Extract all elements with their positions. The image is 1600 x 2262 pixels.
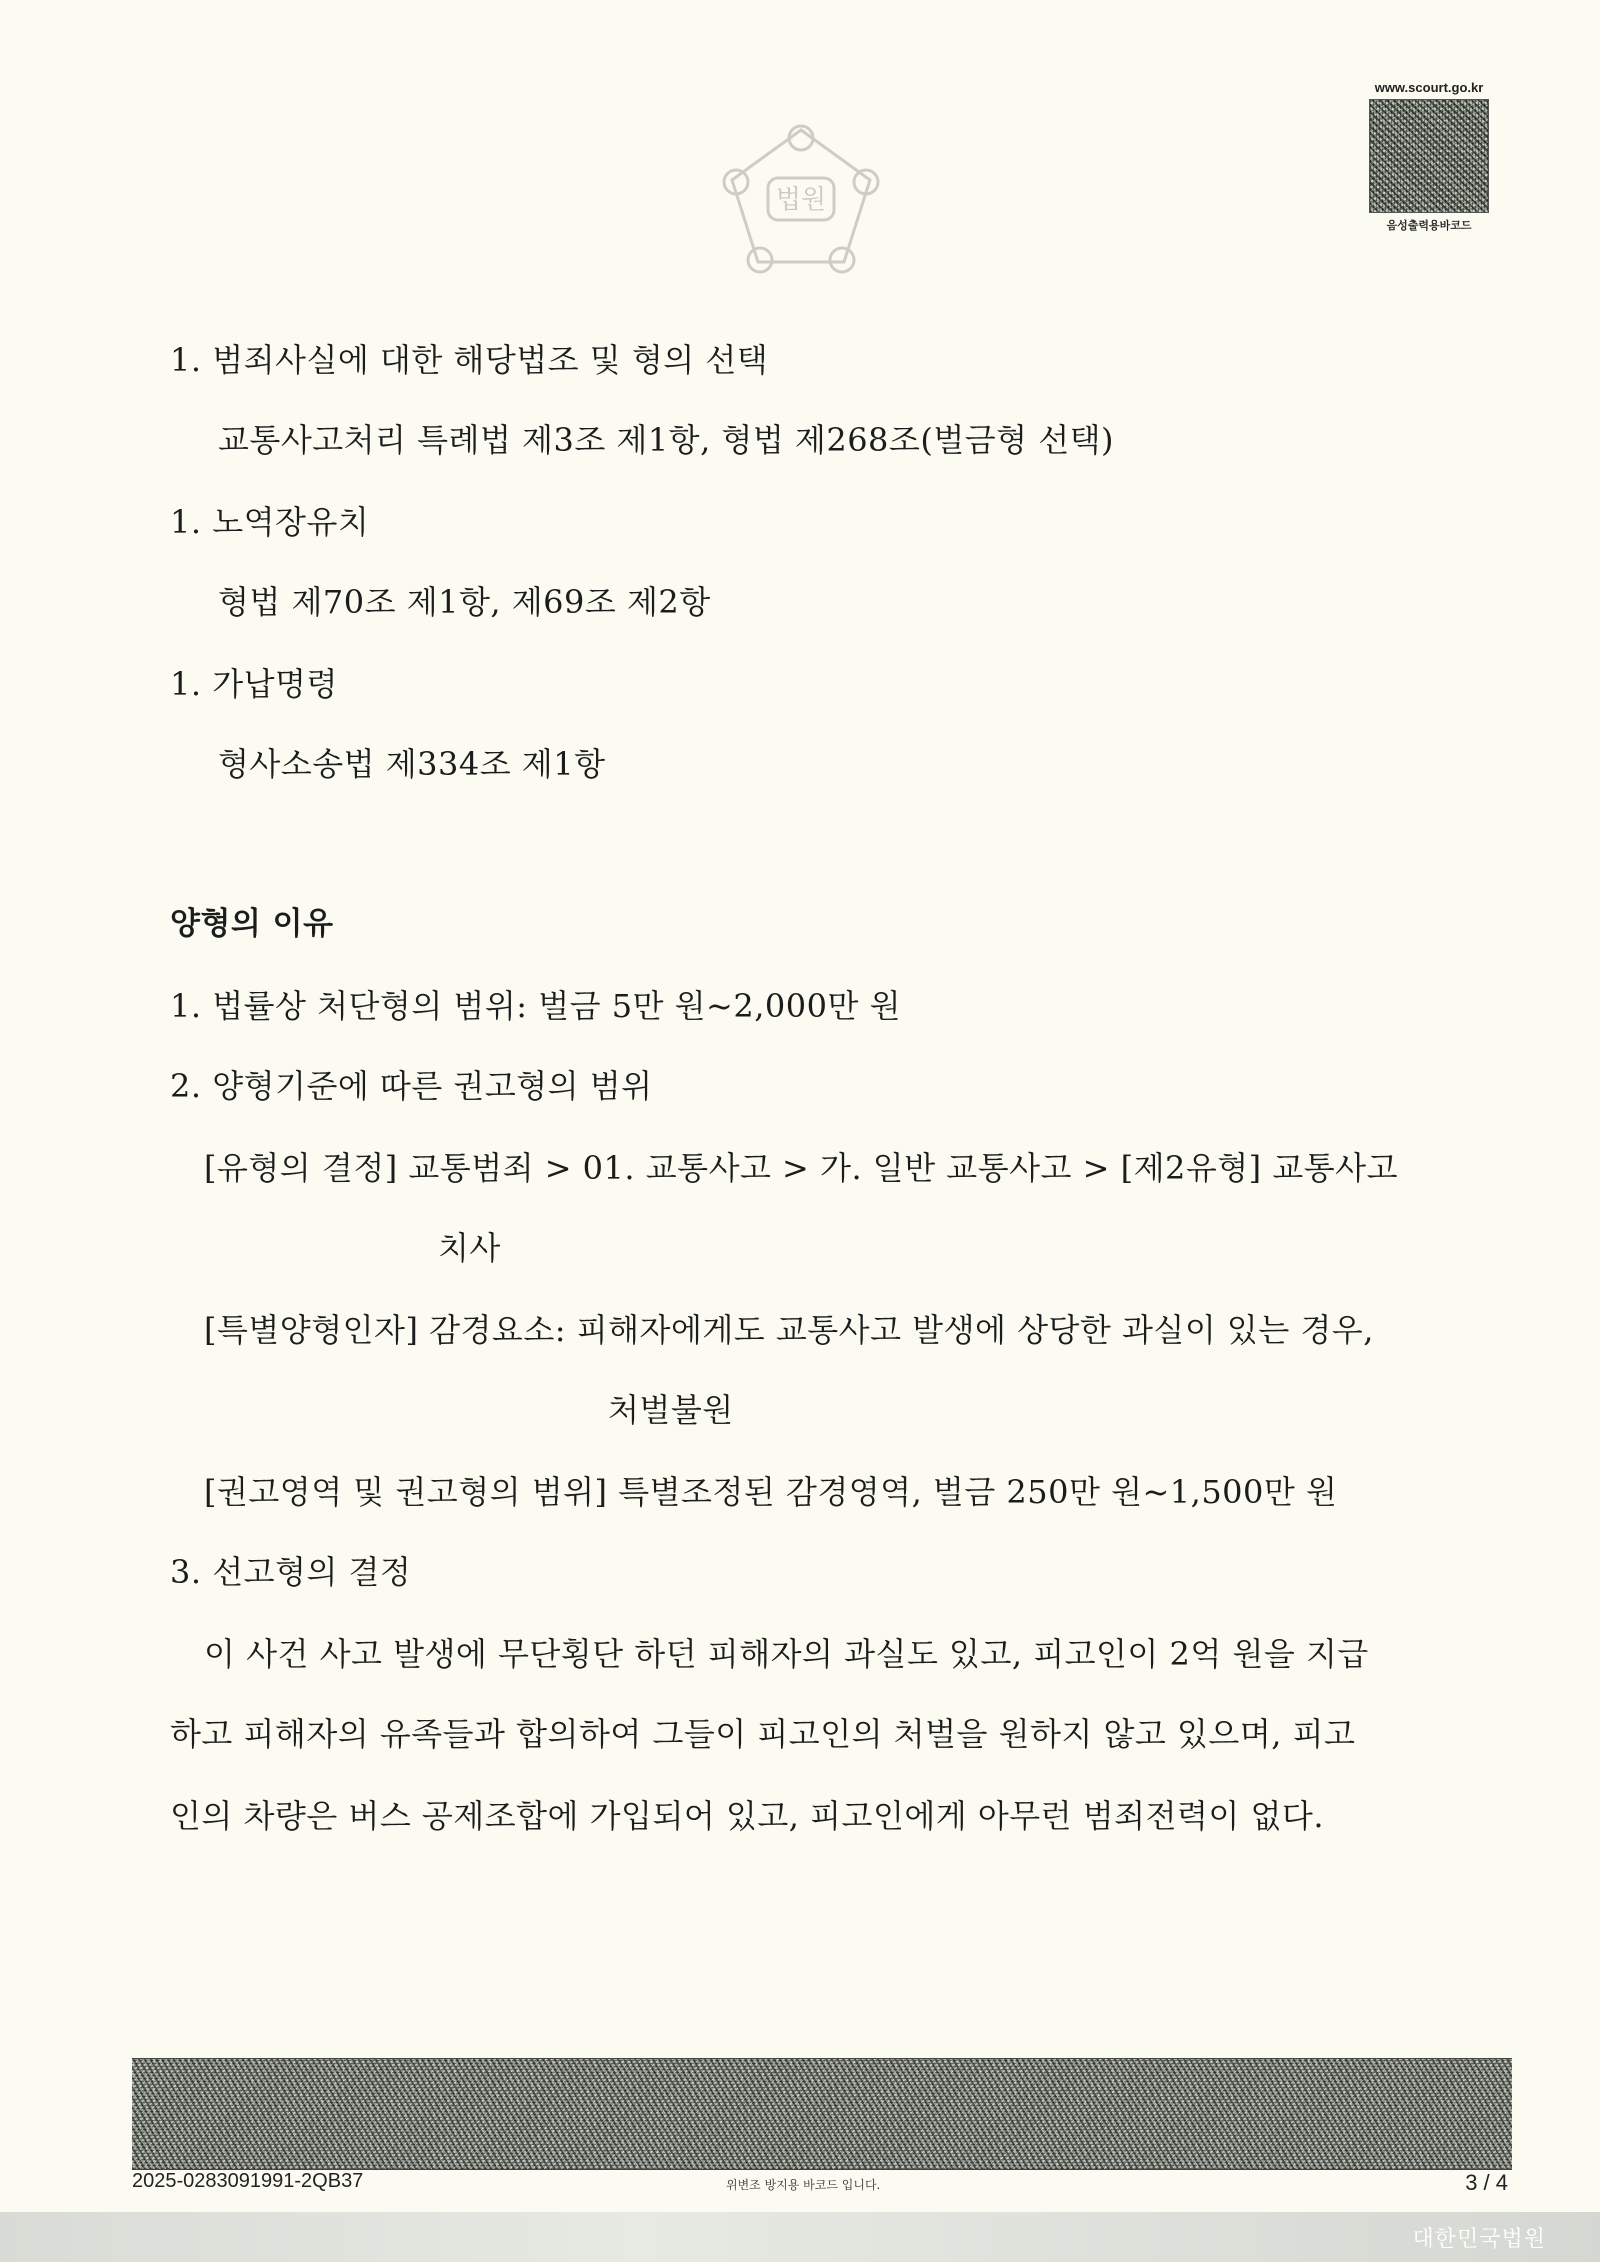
item-detail-provisional-payment: 형사소송법 제334조 제1항 xyxy=(218,745,606,783)
court-watermark: 대한민국법원 xyxy=(1412,2227,1546,2252)
qr-url: www.scourt.go.kr xyxy=(1374,80,1484,95)
reason-line: 2. 양형기준에 따른 권고형의 범위 xyxy=(170,1067,653,1105)
bottom-band xyxy=(0,2212,1600,2262)
item-detail-workhouse: 형법 제70조 제1항, 제69조 제2항 xyxy=(218,583,711,621)
item-heading-workhouse: 1. 노역장유치 xyxy=(170,503,370,541)
reason-line: [권고영역 및 권고형의 범위] 특별조정된 감경영역, 벌금 250만 원~1,500만 원 xyxy=(204,1473,1338,1511)
reason-line: 인의 차량은 버스 공제조합에 가입되어 있고, 피고인에게 아무런 범죄전력이 없다. xyxy=(170,1797,1324,1835)
reason-line: 처벌불원 xyxy=(608,1391,734,1429)
qr-caption: 음성출력용바코드 xyxy=(1386,219,1472,232)
reason-line: 3. 선고형의 결정 xyxy=(170,1553,412,1591)
page-indicator: 3 / 4 xyxy=(1465,2170,1508,2195)
reason-line: 이 사건 사고 발생에 무단횡단 하던 피해자의 과실도 있고, 피고인이 2억 원을 지급 xyxy=(204,1635,1369,1673)
emblem-label: 법원 xyxy=(775,185,827,215)
qr-code-block xyxy=(1366,80,1492,233)
reason-line: [유형의 결정] 교통범죄 > 01. 교통사고 > 가. 일반 교통사고 > [제2유형] 교통사고 xyxy=(204,1149,1398,1187)
document-number: 2025-0283091991-2QB37 xyxy=(132,2170,364,2192)
section-title: 양형의 이유 xyxy=(170,906,334,942)
qr-code-icon xyxy=(1369,99,1489,213)
reason-line: 하고 피해자의 유족들과 합의하여 그들이 피고인의 처벌을 원하지 않고 있으며, 피고 xyxy=(170,1715,1356,1753)
item-heading-provisional-payment: 1. 가납명령 xyxy=(170,665,338,703)
item-detail-statute: 교통사고처리 특례법 제3조 제1항, 형법 제268조(벌금형 선택) xyxy=(218,421,1115,459)
barcode-caption: 위변조 방지용 바코드 입니다. xyxy=(726,2178,881,2192)
anti-forgery-barcode-icon xyxy=(132,2058,1512,2170)
reason-line: 치사 xyxy=(438,1229,501,1267)
reason-line: 1. 법률상 처단형의 범위: 벌금 5만 원~2,000만 원 xyxy=(170,987,901,1025)
item-heading-statute: 1. 범죄사실에 대한 해당법조 및 형의 선택 xyxy=(170,341,769,379)
reason-line: [특별양형인자] 감경요소: 피해자에게도 교통사고 발생에 상당한 과실이 있는 경우, xyxy=(204,1311,1374,1349)
court-emblem-icon xyxy=(720,120,882,282)
